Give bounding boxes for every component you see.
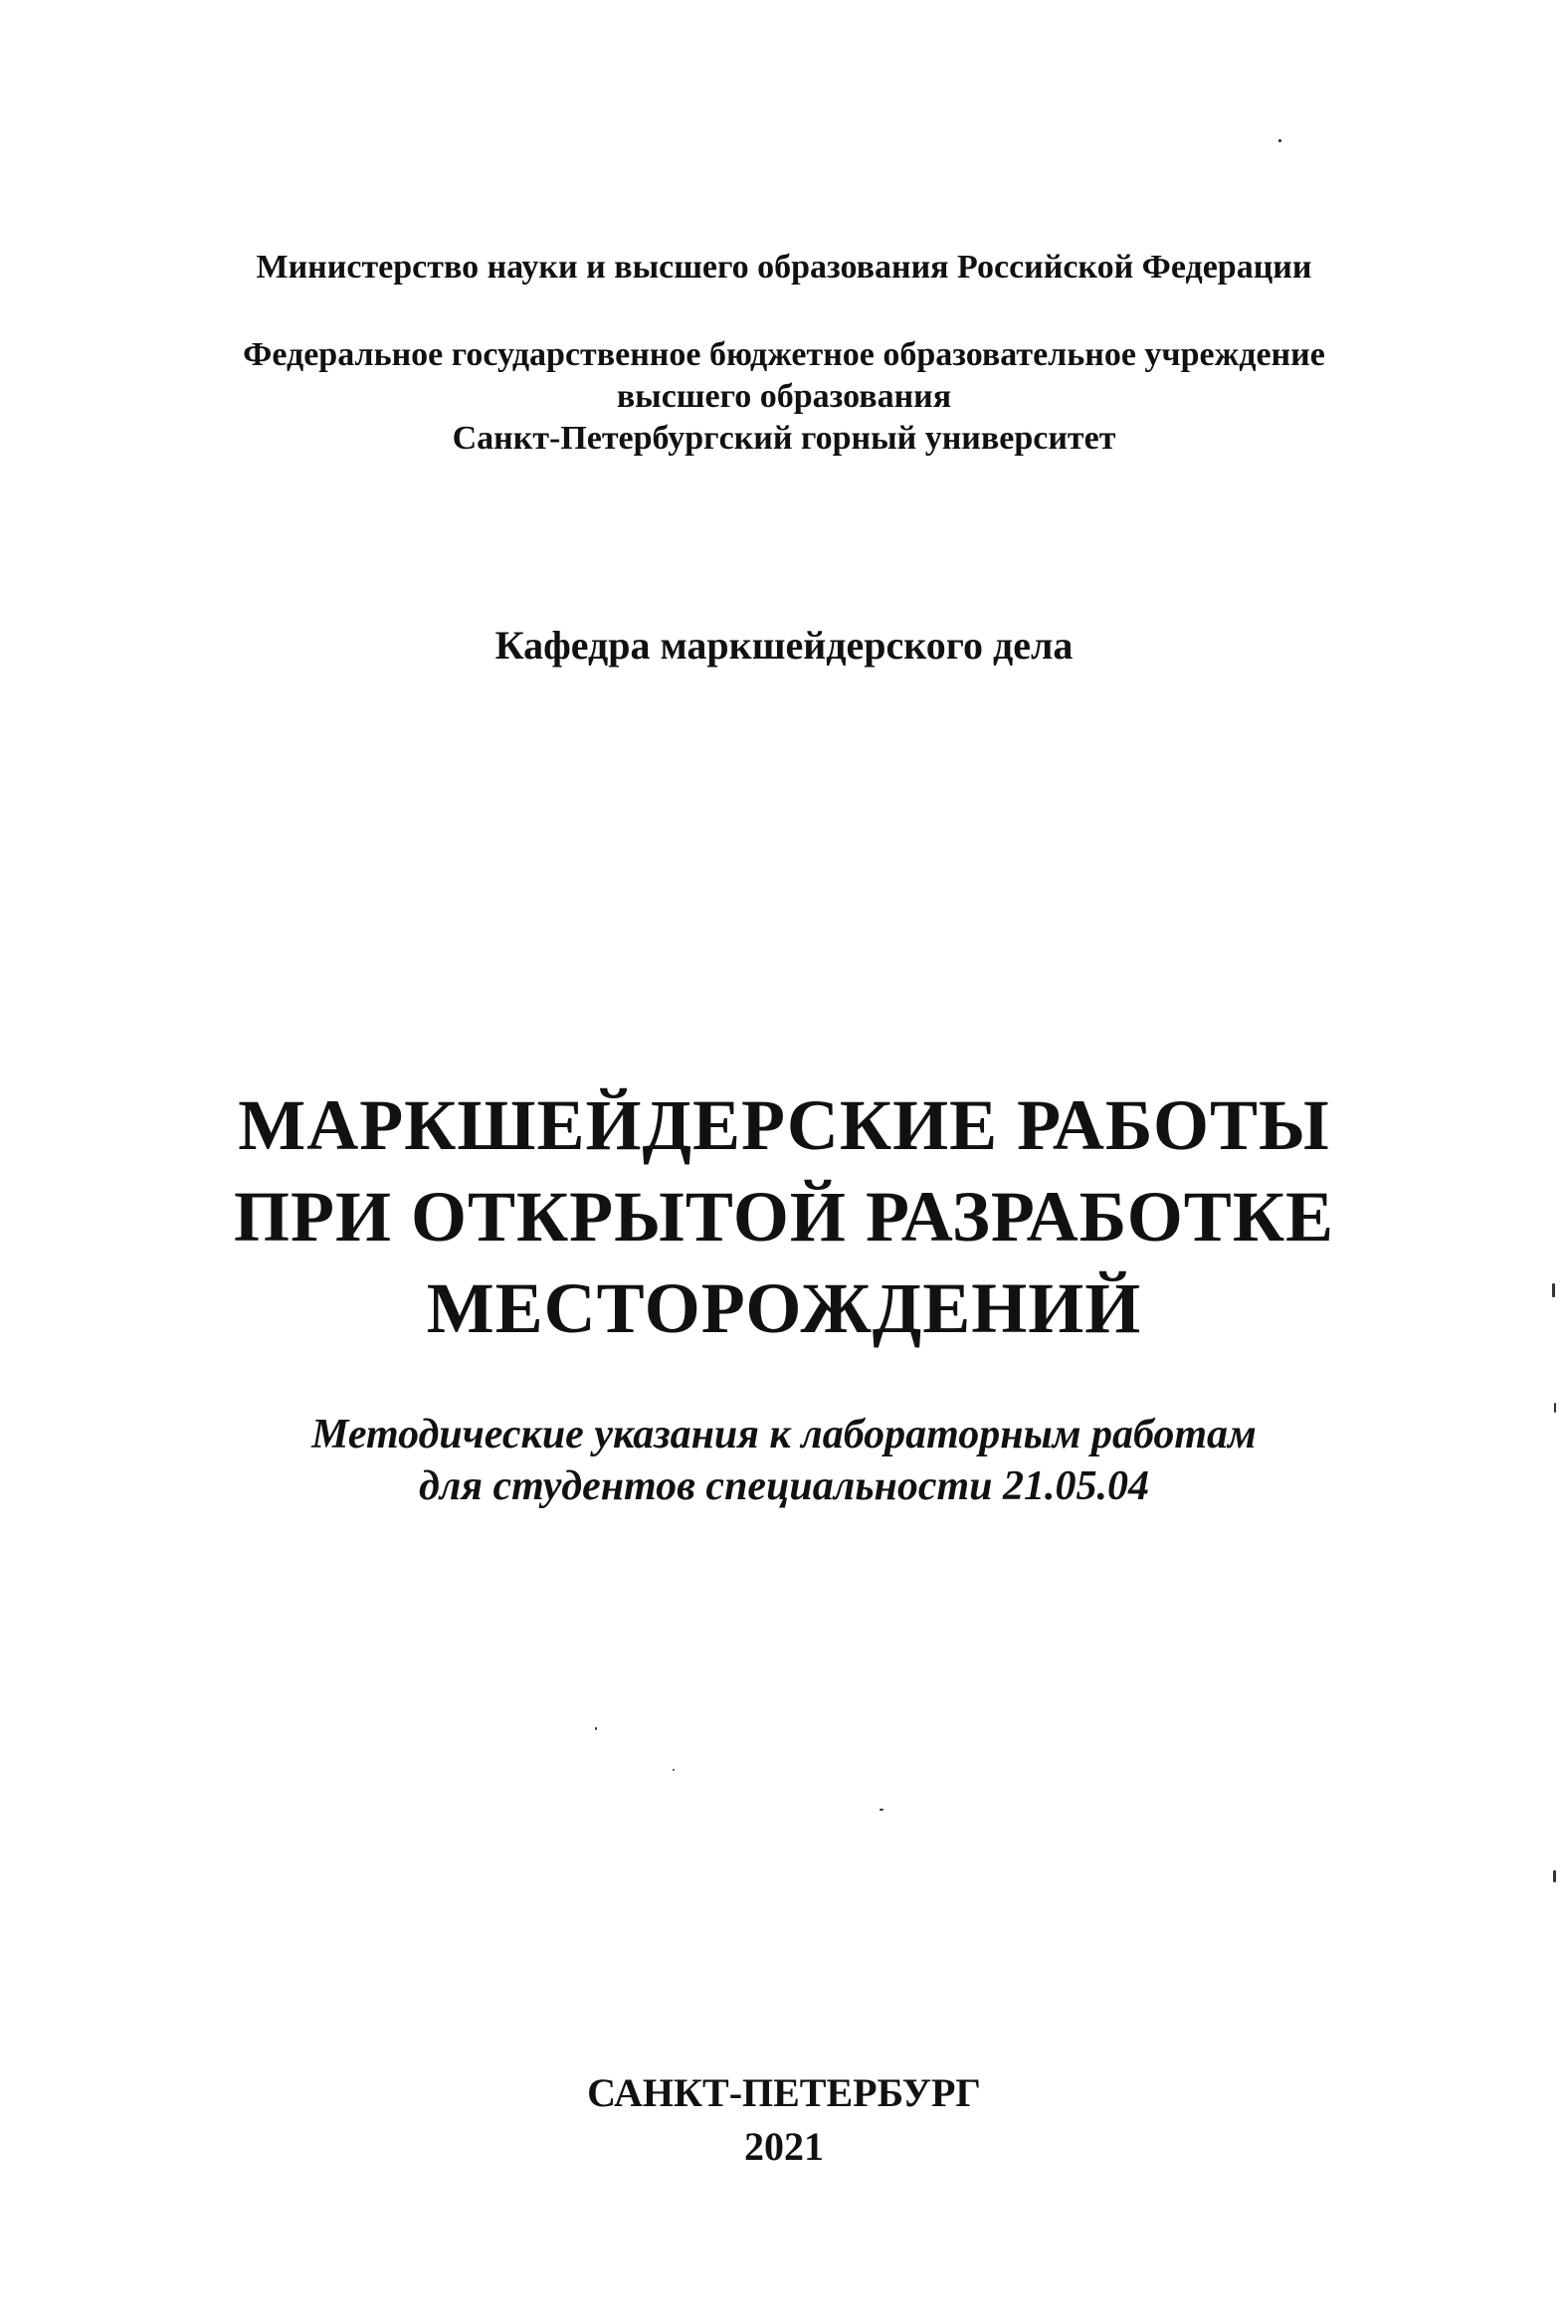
scan-speck [1554,1403,1556,1413]
institution-line-2: высшего образования [616,378,952,415]
department-name: Кафедра маркшейдерского дела [494,623,1074,668]
scan-speck [1278,139,1281,142]
ministry-line: Министерство науки и высшего образования Российской Федерации [256,249,1312,286]
title-line-2: ПРИ ОТКРЫТОЙ РАЗРАБОТКЕ [233,1177,1335,1257]
institution-line-3: Санкт-Петербургский горный университет [452,420,1116,457]
scan-speck [1552,1283,1555,1297]
scan-speck [880,1809,883,1811]
title-line-3: МЕСТОРОЖДЕНИЙ [426,1268,1142,1348]
publication-city: САНКТ-ПЕТЕРБУРГ [587,2070,981,2115]
publication-year: 2021 [744,2124,824,2169]
scan-speck [595,1727,597,1730]
subtitle-line-2: для студентов специальности 21.05.04 [418,1463,1150,1509]
subtitle-line-1: Методические указания к лабораторным работам [311,1412,1257,1457]
scan-speck [1553,1870,1556,1882]
scan-speck [673,1769,675,1771]
title-line-1: МАРКШЕЙДЕРСКИЕ РАБОТЫ [238,1085,1330,1165]
institution-line-1: Федеральное государственное бюджетное образовательное учреждение [243,336,1325,373]
